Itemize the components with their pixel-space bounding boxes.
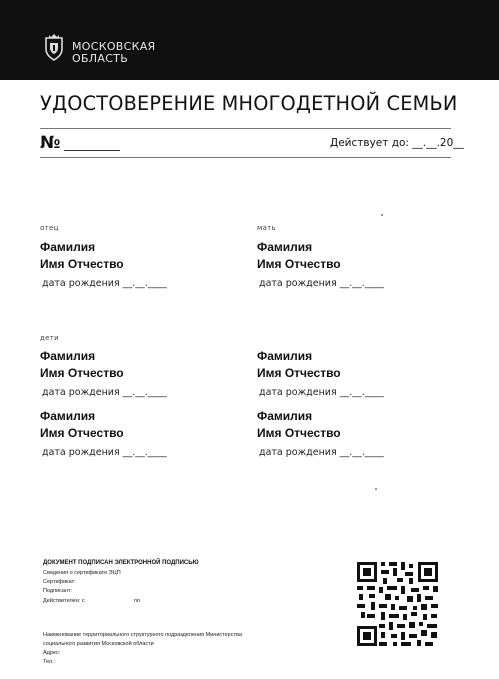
issuer-phone: Тел.: <box>43 659 56 665</box>
child-2-birth-date: дата рождения __.__.____ <box>259 387 384 398</box>
number-label: № <box>40 133 61 153</box>
child-3-given-name: Имя Отчество <box>40 426 124 440</box>
title-divider <box>40 128 451 129</box>
valid-until: Действует до: __.__.20__ <box>330 137 464 149</box>
child-2-given-name: Имя Отчество <box>257 366 341 380</box>
signature-heading: ДОКУМЕНТ ПОДПИСАН ЭЛЕКТРОННОЙ ПОДПИСЬЮ <box>43 560 199 566</box>
father-label: отец <box>40 224 59 232</box>
issuer-name-line2: социального развития Московской области <box>43 641 154 647</box>
issuer-name-line1: Наименование территориального структурного подразделения Министерства <box>43 632 242 638</box>
region-name-line2: ОБЛАСТЬ <box>72 52 129 65</box>
child-2-surname: Фамилия <box>257 349 313 363</box>
father-birth-date: дата рождения __.__.____ <box>42 278 167 289</box>
number-blank-line <box>64 150 120 151</box>
signer-field: Подписант: <box>43 588 73 594</box>
children-label: дети <box>40 334 59 342</box>
scan-speck <box>381 214 383 216</box>
mother-given-name: Имя Отчество <box>257 257 341 271</box>
mother-birth-date: дата рождения __.__.____ <box>259 278 384 289</box>
child-1-given-name: Имя Отчество <box>40 366 124 380</box>
child-1-surname: Фамилия <box>40 349 96 363</box>
scan-speck <box>375 488 377 490</box>
child-3-surname: Фамилия <box>40 409 96 423</box>
child-1-birth-date: дата рождения __.__.____ <box>42 387 167 398</box>
father-surname: Фамилия <box>40 240 96 254</box>
qr-code-icon <box>355 560 440 648</box>
certificate-info: Сведения о сертификате ЭЦП <box>43 570 121 576</box>
father-given-name: Имя Отчество <box>40 257 124 271</box>
valid-from-field: Действителен: с <box>43 598 85 604</box>
child-3-birth-date: дата рождения __.__.____ <box>42 447 167 458</box>
mother-label: мать <box>257 224 276 232</box>
document-title: УДОСТОВЕРЕНИЕ МНОГОДЕТНОЙ СЕМЬИ <box>40 92 458 115</box>
number-divider <box>40 157 451 158</box>
child-4-given-name: Имя Отчество <box>257 426 341 440</box>
valid-to-field: по <box>134 598 141 604</box>
certificate-field: Сертификат: <box>43 579 76 585</box>
child-4-birth-date: дата рождения __.__.____ <box>259 447 384 458</box>
coat-of-arms-icon <box>43 33 65 61</box>
region-name-line1: МОСКОВСКАЯ <box>72 40 156 53</box>
mother-surname: Фамилия <box>257 240 313 254</box>
issuer-address: Адрес: <box>43 650 61 656</box>
child-4-surname: Фамилия <box>257 409 313 423</box>
